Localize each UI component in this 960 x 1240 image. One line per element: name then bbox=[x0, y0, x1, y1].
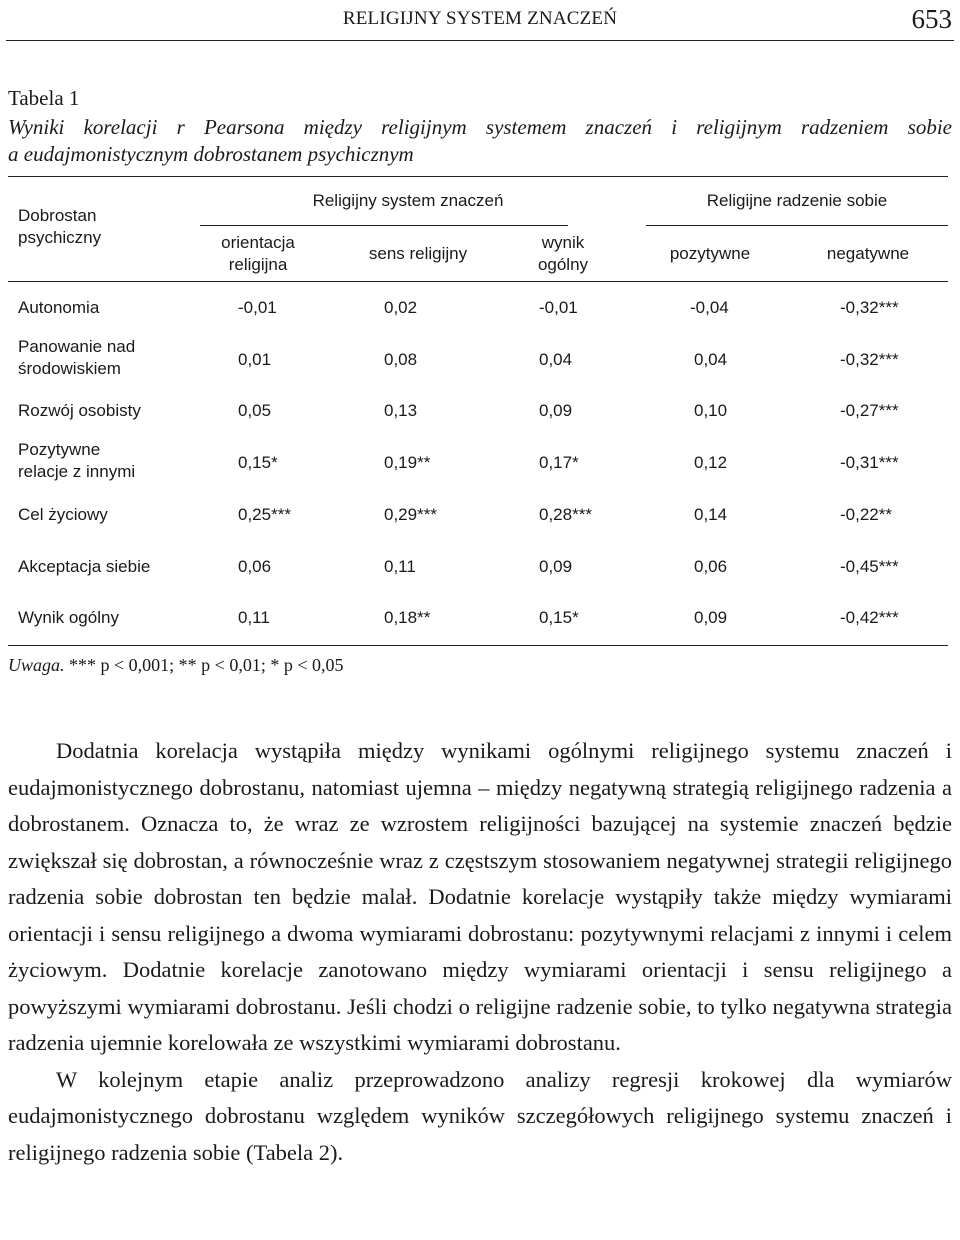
table-cell: -0,22** bbox=[840, 505, 892, 524]
table-cell: 0,02 bbox=[384, 298, 418, 317]
table-cell: -0,32*** bbox=[840, 298, 899, 317]
table-cell: 0,17* bbox=[539, 453, 579, 472]
col-header-sense: sens religijny bbox=[368, 244, 468, 263]
table-cell: -0,04 bbox=[690, 298, 729, 317]
table-cell: 0,11 bbox=[384, 557, 416, 576]
col-header-negative: negatywne bbox=[826, 244, 910, 263]
table-cell: 0,19** bbox=[384, 453, 431, 472]
table-cell: 0,18** bbox=[384, 608, 431, 627]
table-cell: -0,01 bbox=[238, 298, 277, 317]
table-note-label: Uwaga. bbox=[8, 655, 65, 675]
row-label: Rozwój osobisty bbox=[18, 401, 141, 420]
table-cell: 0,08 bbox=[384, 350, 418, 369]
table-cell: -0,45*** bbox=[840, 557, 899, 576]
row-label: Pozytywne relacje z innymi bbox=[18, 440, 136, 481]
table-cell: -0,42*** bbox=[840, 608, 899, 627]
page-header bbox=[6, 0, 954, 41]
row-label: Cel życiowy bbox=[18, 505, 108, 524]
row-label: Panowanie nad środowiskiem bbox=[18, 337, 136, 378]
body-text bbox=[8, 733, 952, 1171]
table-cell: -0,32*** bbox=[840, 350, 899, 369]
table-note-text: *** p < 0,001; ** p < 0,01; * p < 0,05 bbox=[69, 655, 344, 675]
table-cell: 0,11 bbox=[238, 608, 270, 627]
table-cell: 0,04 bbox=[539, 350, 573, 369]
correlation-table bbox=[8, 176, 948, 646]
table-cell: 0,14 bbox=[694, 505, 728, 524]
paragraph: Dodatnia korelacja wystąpiła między wynikami ogólnymi religijnego systemu znaczeń i eudajmonistycznego dobrostanu, natomiast ujemna – między negatywną strategią religijnego radzenia a dobrostanem. Oznacza to, że wraz ze wzrostem religijności bazującej na systemie znaczeń będzie zwiększał się dobrostan, a równocześnie wraz z częstszym stosowaniem negatywnej strategii religijnego radzenia sobie dobrostan ten będzie malał. Dodatnie korelacje wystąpiły także między wymiarami orientacji i sensu religijnego a dwoma wymiarami dobrostanu: pozytywnymi relacjami z innymi i celem życiowym. Dodatnie korelacje zanotowano między wymiarami orientacji i sensu religijnego a powyższymi wymiarami dobrostanu. Jeśli chodzi o religijne radzenie sobie, to tylko negatywna strategia radzenia ujemnie korelowała ze wszystkimi wymiarami dobrostanu. bbox=[8, 738, 952, 1055]
table-cell: 0,29*** bbox=[384, 505, 437, 524]
table-cell: 0,05 bbox=[238, 401, 272, 420]
table-cell: -0,01 bbox=[539, 298, 578, 317]
table-cell: 0,10 bbox=[694, 401, 728, 420]
table-cell: 0,09 bbox=[539, 401, 573, 420]
table-bottom-rule bbox=[8, 645, 948, 646]
table-cell: 0,15* bbox=[539, 608, 579, 627]
table-cell: 0,01 bbox=[238, 350, 272, 369]
paragraph: W kolejnym etapie analiz przeprowadzono analizy regresji krokowej dla wymiarów eudajmonistycznego dobrostanu względem wyników szczegółowych religijnego systemu znaczeń i religijnego radzenia sobie (Tabela 2). bbox=[8, 1066, 952, 1165]
row-label: Wynik ogólny bbox=[18, 608, 119, 627]
table-label: Tabela 1 bbox=[8, 86, 80, 110]
table-cell: -0,31*** bbox=[840, 453, 899, 472]
table-cell: 0,09 bbox=[539, 557, 573, 576]
table-cell: -0,27*** bbox=[840, 401, 899, 420]
page-number: 653 bbox=[911, 4, 952, 34]
group-rule bbox=[200, 225, 568, 226]
table-caption-line: Wyniki korelacji r Pearsona między religijnym systemem znaczeń i religijnym radzeniem sobie bbox=[8, 115, 952, 139]
row-label: Autonomia bbox=[18, 298, 100, 317]
table-cell: 0,09 bbox=[694, 608, 728, 627]
group-rule bbox=[646, 225, 948, 226]
row-header-label: Dobrostan psychiczny bbox=[18, 206, 102, 247]
group-header-coping: Religijne radzenie sobie bbox=[706, 191, 888, 210]
table-cell: 0,13 bbox=[384, 401, 418, 420]
col-header-positive: pozytywne bbox=[669, 244, 751, 263]
table-cell: 0,12 bbox=[694, 453, 728, 472]
table-top-rule bbox=[8, 176, 948, 177]
table-cell: 0,06 bbox=[694, 557, 728, 576]
header-bottom-rule bbox=[8, 281, 948, 282]
running-title: RELIGIJNY SYSTEM ZNACZEŃ bbox=[342, 8, 618, 29]
table-cell: 0,15* bbox=[238, 453, 278, 472]
col-header-total: wynik ogólny bbox=[537, 233, 589, 274]
row-label: Akceptacja siebie bbox=[18, 557, 151, 576]
table-caption-line: a eudajmonistycznym dobrostanem psychicznym bbox=[8, 142, 414, 166]
table-cell: 0,25*** bbox=[238, 505, 291, 524]
table-note bbox=[8, 655, 343, 676]
group-header-meaning-system: Religijny system znaczeń bbox=[312, 191, 504, 210]
table-caption bbox=[8, 114, 952, 168]
table-cell: 0,06 bbox=[238, 557, 272, 576]
col-header-orientation: orientacja religijna bbox=[221, 233, 295, 274]
table-cell: 0,28*** bbox=[539, 505, 592, 524]
table-cell: 0,04 bbox=[694, 350, 728, 369]
